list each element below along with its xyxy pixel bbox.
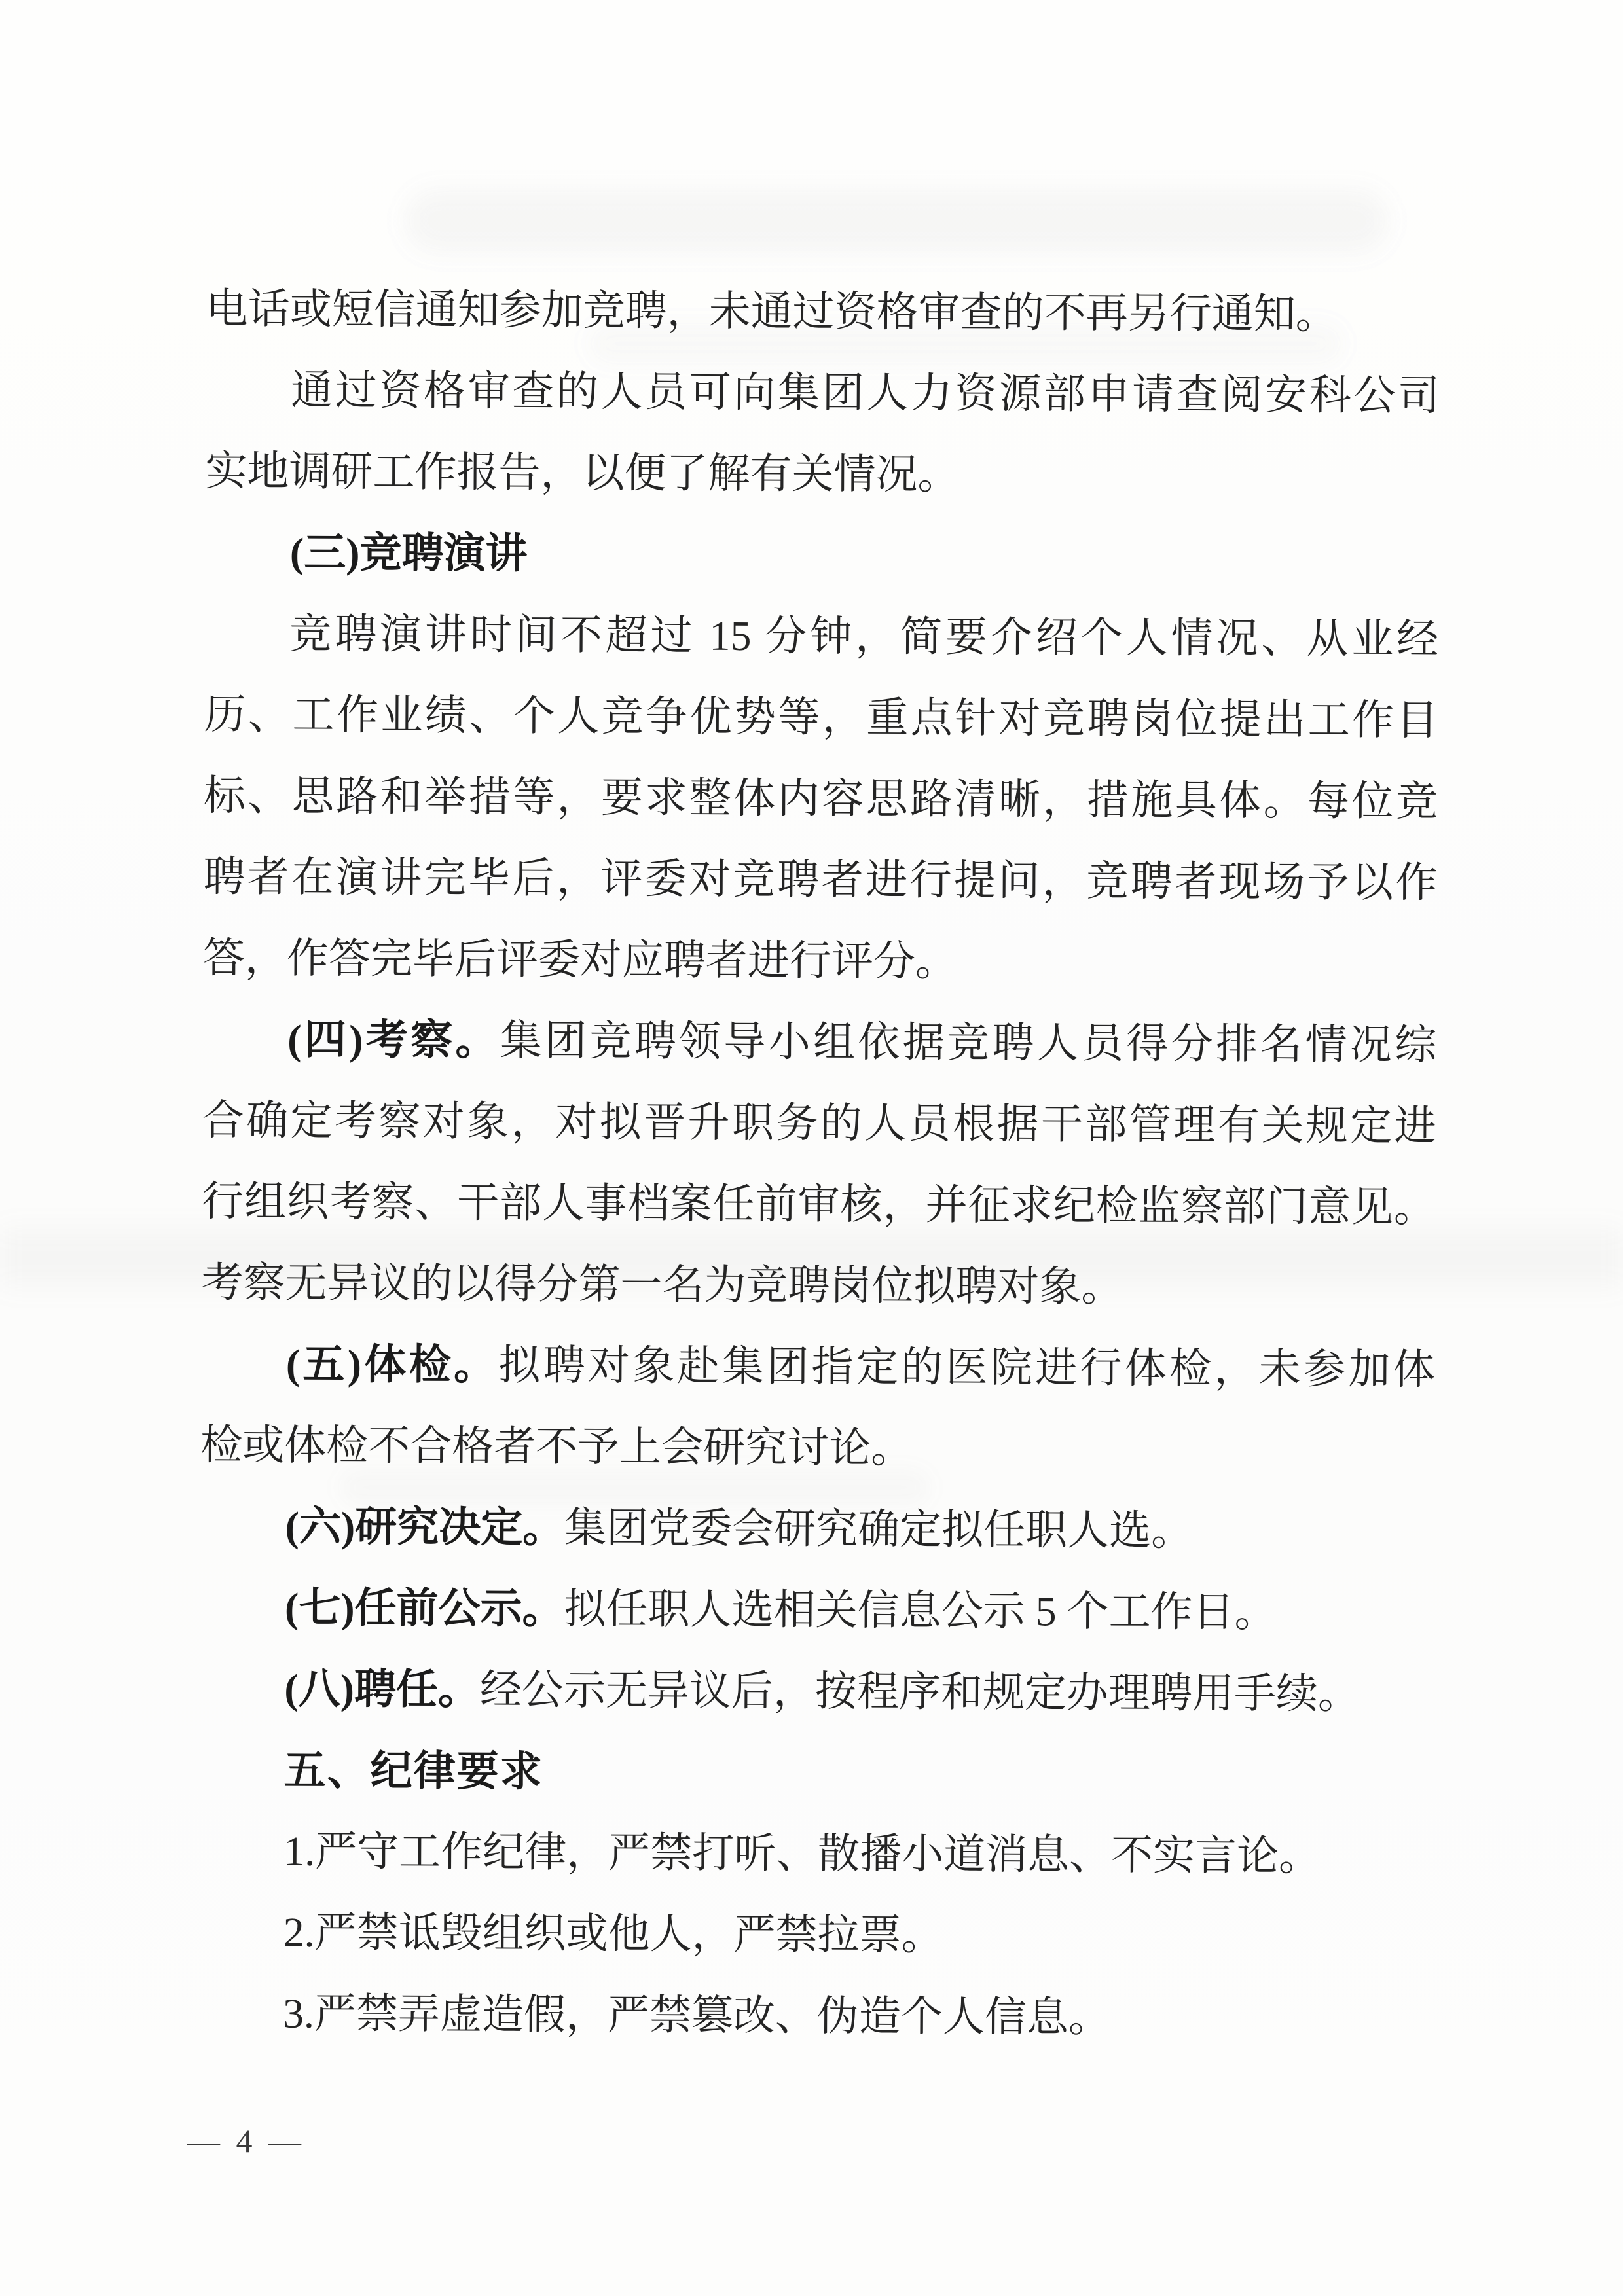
text-line — [200, 1486, 1434, 1573]
text-line — [206, 268, 1440, 355]
text-line — [202, 1080, 1436, 1167]
text-line — [201, 1242, 1436, 1329]
line-text: 3.严禁弄虚造假，严禁篡改、伪造个人信息。 — [282, 1990, 1111, 2041]
line-text: 经公示无异议后，按程序和规定办理聘用手续。 — [479, 1666, 1360, 1717]
text-line — [205, 431, 1440, 518]
text-line — [206, 350, 1440, 437]
text-line — [200, 1405, 1435, 1492]
line-bold-label: 五、纪律要求 — [283, 1746, 543, 1795]
line-text: 实地调研工作报告，以便了解有关情况。 — [205, 447, 960, 498]
line-text: 考察无异议的以得分第一名为竞聘岗位拟聘对象。 — [201, 1259, 1123, 1310]
line-text: 竞聘演讲时间不超过 15 分钟，简要介绍个人情况、从业经 — [289, 610, 1439, 663]
line-bold-label: (四)考察。 — [287, 1016, 500, 1064]
document-body — [198, 268, 1440, 2060]
line-bold-label: (三)竞聘演讲 — [289, 529, 528, 577]
text-line — [201, 1323, 1436, 1410]
text-line — [203, 836, 1438, 924]
line-text: 电话或短信通知参加竞聘，未通过资格审查的不再另行通知。 — [206, 285, 1338, 338]
text-line — [202, 1161, 1436, 1248]
line-text: 标、思路和举措等，要求整体内容思路清晰，措施具体。每位竞 — [203, 772, 1438, 825]
scan-ghost-artifact — [406, 190, 1388, 252]
list-item — [198, 1973, 1432, 2060]
text-line — [203, 918, 1438, 1005]
line-text: 历、工作业绩、个人竞争优势等，重点针对竞聘岗位提出工作目 — [204, 691, 1438, 744]
text-line — [200, 1567, 1434, 1654]
line-text: 行组织考察、干部人事档案任前审核，并征求纪检监察部门意见。 — [201, 1177, 1436, 1231]
line-text: 拟聘对象赴集团指定的医院进行体检，未参加体 — [498, 1342, 1435, 1393]
line-text: 合确定考察对象，对拟晋升职务的人员根据干部管理有关规定进 — [202, 1096, 1436, 1150]
text-line — [204, 674, 1438, 761]
line-text: 聘者在演讲完毕后，评委对竞聘者进行提问，竞聘者现场予以作 — [203, 853, 1438, 906]
line-text: 2.严禁诋毁组织或他人，严禁拉票。 — [283, 1909, 943, 1959]
line-bold-label: (六)研究决定。 — [285, 1503, 565, 1551]
line-text: 1.严守工作纪律，严禁打听、散播小道消息、不实言论。 — [283, 1827, 1321, 1880]
line-text: 通过资格审查的人员可向集团人力资源部申请查阅安科公司 — [290, 367, 1440, 420]
line-text: 答，作答完毕后评委对应聘者进行评分。 — [202, 934, 958, 985]
line-text: 集团党委会研究确定拟任职人选。 — [564, 1504, 1194, 1554]
text-line — [204, 755, 1438, 842]
section-heading — [198, 1729, 1433, 1816]
text-line — [204, 593, 1439, 680]
line-text: 集团竞聘领导小组依据竞聘人员得分排名情况综 — [500, 1017, 1437, 1069]
line-bold-label: (八)聘任。 — [284, 1665, 481, 1713]
list-item — [198, 1892, 1432, 1979]
line-text: 拟任职人选相关信息公示 5 个工作日。 — [564, 1585, 1277, 1636]
text-line — [199, 1648, 1434, 1735]
list-item — [198, 1810, 1433, 1897]
section-heading — [205, 512, 1440, 599]
line-bold-label: (五)体检。 — [285, 1340, 499, 1389]
page-number: — 4 — — [187, 2123, 305, 2159]
text-line — [202, 999, 1437, 1086]
line-bold-label: (七)任前公示。 — [284, 1584, 564, 1632]
line-text: 检或体检不合格者不予上会研究讨论。 — [200, 1421, 913, 1472]
